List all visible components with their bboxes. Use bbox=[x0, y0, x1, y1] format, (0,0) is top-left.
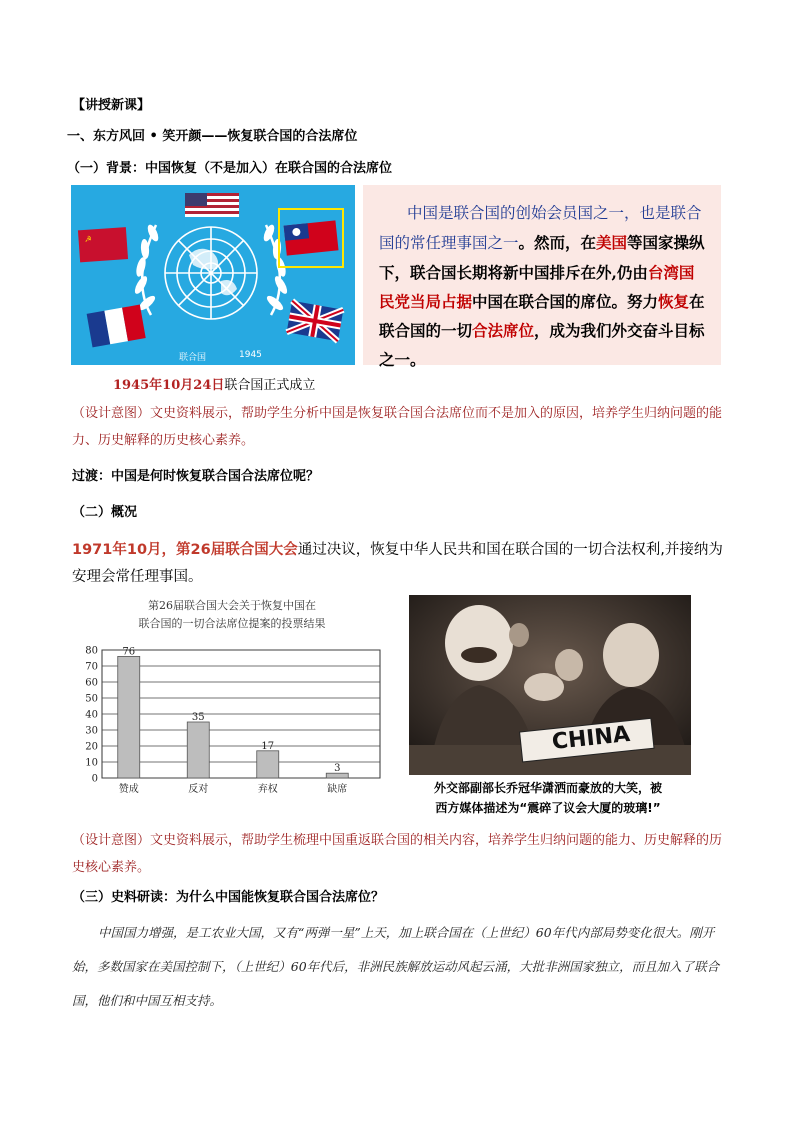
x-tick-label: 缺席 bbox=[327, 784, 348, 795]
un-flags-image bbox=[71, 185, 355, 365]
bar-反对 bbox=[187, 722, 209, 778]
soviet-flag-icon bbox=[78, 227, 128, 262]
us-flag-icon bbox=[185, 193, 239, 217]
china-sign: CHINA bbox=[550, 721, 632, 756]
y-tick-label: 0 bbox=[91, 773, 98, 785]
bar-弃权 bbox=[257, 751, 279, 778]
transition-line: 过渡：中国是何时恢复联合国合法席位呢？ bbox=[72, 469, 320, 484]
y-tick-label: 80 bbox=[85, 645, 98, 657]
x-tick-label: 弃权 bbox=[257, 784, 278, 795]
data-label: 35 bbox=[191, 712, 205, 723]
design-note-2: （设计意图）文史资料展示，帮助学生梳理中国重返联合国的相关内容，培养学生归纳问题的能力、历史解释的历史核心素养。 bbox=[72, 833, 723, 875]
svg-text:☭: ☭ bbox=[84, 234, 93, 244]
reading-paragraph: 中国国力增强，是工农业大国，又有“两弹一星”上天，加上联合国在（上世纪）60年代内部局势变化很大。刚开始，多数国家在美国控制下，（上世纪）60年代后，非洲民族解放运动风起云涌，大批非洲国家独立，而且加入了联合国，他们和中国互相支持。 bbox=[72, 925, 720, 1008]
y-tick-label: 30 bbox=[85, 725, 98, 737]
background-subheading: （一）背景：中国恢复（不是加入）在联合国的合法席位 bbox=[67, 161, 393, 176]
x-tick-label: 赞成 bbox=[118, 784, 139, 795]
photo-caption: 外交部副部长乔冠华潇洒而豪放的大笑，被 西方媒体描述为“震碎了议会大厦的玻璃!” bbox=[433, 781, 662, 815]
y-tick-label: 50 bbox=[85, 693, 98, 705]
y-tick-label: 10 bbox=[85, 757, 98, 769]
qiao-guanhua-photo bbox=[409, 595, 691, 775]
overview-subheading: （二）概况 bbox=[72, 505, 138, 520]
bar-赞成 bbox=[118, 656, 140, 778]
design-note: （设计意图）文史资料展示，帮助学生分析中国是恢复联合国合法席位而不是加入的原因，培养学生归纳问题的能力、历史解释的历史核心素养。 bbox=[72, 406, 723, 448]
section-label: 【讲授新课】 bbox=[72, 98, 151, 113]
chart-title-line-2: 联合国的一切合法席位提案的投票结果 bbox=[138, 617, 326, 630]
roc-flag-icon bbox=[284, 220, 339, 255]
section-heading: 一、东方风回 • 笑开颜——恢复联合国的合法席位 bbox=[67, 129, 358, 144]
vote-result-chart bbox=[72, 595, 392, 805]
y-tick-label: 40 bbox=[85, 709, 98, 721]
data-label: 76 bbox=[122, 646, 136, 658]
y-tick-label: 70 bbox=[85, 661, 98, 673]
chart-title-line-1: 第26届联合国大会关于恢复中国在 bbox=[148, 599, 316, 612]
overview-paragraph: 1971年10月，第26届联合国大会通过决议，恢复中华人民共和国在联合国的一切合法权利,并接纳为安理会常任理事国。 bbox=[72, 542, 723, 585]
y-tick-label: 20 bbox=[85, 741, 98, 753]
reading-subheading: （三）史料研读：为什么中国能恢复联合国合法席位？ bbox=[72, 890, 385, 905]
un-emblem-illustration bbox=[71, 185, 355, 365]
un-year-caption: 1945 bbox=[239, 350, 262, 360]
un-caption: 联合国 bbox=[179, 353, 207, 363]
quote-text: 中国是联合国的创始会员国之一，也是联合国的常任理事国之一。然而，在美国等国家操纵下，联合国长期将新中国排斥在外,仍由台湾国民党当局占据中国在联合国的席位。努力恢复在联合国的一切合法席位，成为我们外交奋斗目标之一。 bbox=[379, 204, 705, 369]
bar-chart-svg bbox=[72, 595, 392, 805]
data-label: 3 bbox=[334, 763, 341, 775]
founding-date-line: 1945年10月24日联合国正式成立 bbox=[113, 378, 316, 393]
background-quote-box bbox=[363, 185, 721, 369]
y-tick-label: 60 bbox=[85, 677, 98, 689]
x-tick-label: 反对 bbox=[188, 784, 209, 795]
data-label: 17 bbox=[261, 740, 275, 752]
